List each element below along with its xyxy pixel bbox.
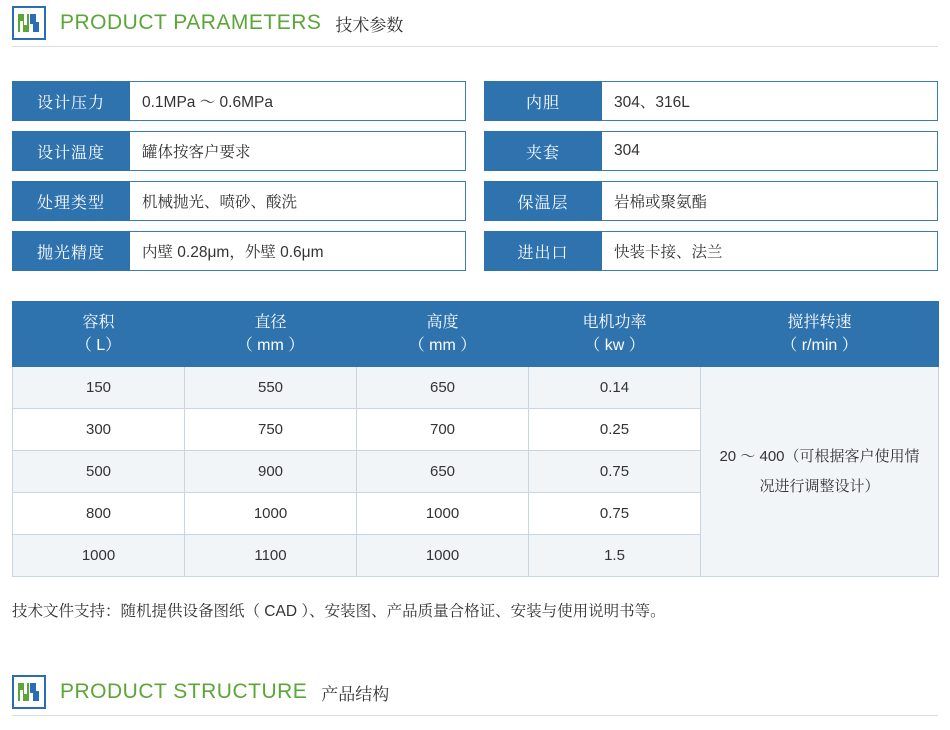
header-line-1: 高度	[426, 313, 459, 331]
spec-row	[484, 181, 938, 221]
spec-label: 抛光精度	[12, 231, 130, 271]
spec-label: 处理类型	[12, 181, 130, 221]
header-line-2: （ mm ）	[236, 337, 305, 354]
technical-documents-footnote: 技术文件支持：随机提供设备图纸（ CAD ）、安装图、产品质量合格证、安装与使用说明书等。	[12, 603, 666, 620]
header-divider	[12, 46, 938, 47]
cell-rpm-note: 20 ～ 400（可根据客户使用情况进行调整设计）	[701, 367, 939, 577]
spec-row	[484, 131, 938, 171]
header-line-1: 直径	[254, 313, 287, 331]
table-header-row	[13, 302, 939, 367]
spec-value: 内壁 0.28μm，外壁 0.6μm	[130, 231, 466, 271]
table-column-header-height	[357, 302, 529, 367]
cell-diameter: 750	[185, 409, 357, 451]
spec-row	[12, 81, 466, 121]
cell-power: 0.25	[529, 409, 701, 451]
table-row	[13, 367, 939, 409]
spec-value: 机械抛光、喷砂、酸洗	[130, 181, 466, 221]
cell-volume: 800	[13, 493, 185, 535]
table-column-header-diameter	[185, 302, 357, 367]
header-line-2: （ mm ）	[408, 337, 477, 354]
cell-volume: 1000	[13, 535, 185, 577]
cell-volume: 150	[13, 367, 185, 409]
spec-label: 保温层	[484, 181, 602, 221]
cell-volume: 500	[13, 451, 185, 493]
section-title-en: PRODUCT STRUCTURE	[60, 680, 308, 703]
cell-power: 0.14	[529, 367, 701, 409]
company-logo-icon	[12, 6, 46, 40]
spec-value: 0.1MPa ～ 0.6MPa	[130, 81, 466, 121]
cell-diameter: 1100	[185, 535, 357, 577]
spec-value: 304、316L	[602, 81, 938, 121]
spec-label: 进出口	[484, 231, 602, 271]
cell-diameter: 900	[185, 451, 357, 493]
spec-value: 岩棉或聚氨酯	[602, 181, 938, 221]
header-line-1: 搅拌转速	[787, 313, 852, 331]
cell-diameter: 550	[185, 367, 357, 409]
spec-label: 内胆	[484, 81, 602, 121]
section-header-structure	[0, 669, 950, 715]
spec-table	[12, 301, 939, 577]
header-line-2: （ r/min ）	[781, 337, 858, 354]
spec-row	[12, 181, 466, 221]
cell-diameter: 1000	[185, 493, 357, 535]
section-title-cn: 产品结构	[321, 684, 390, 704]
cell-power: 0.75	[529, 451, 701, 493]
section-spacer	[0, 621, 950, 661]
header-line-2: （ L）	[75, 337, 122, 354]
cell-height: 1000	[357, 535, 529, 577]
cell-power: 1.5	[529, 535, 701, 577]
cell-volume: 300	[13, 409, 185, 451]
cell-height: 700	[357, 409, 529, 451]
spec-row	[484, 81, 938, 121]
cell-power: 0.75	[529, 493, 701, 535]
header-line-2: （ kw ）	[584, 337, 645, 354]
cell-height: 650	[357, 451, 529, 493]
spec-column-left	[12, 81, 466, 281]
cell-height: 1000	[357, 493, 529, 535]
cell-height: 650	[357, 367, 529, 409]
spec-label: 设计温度	[12, 131, 130, 171]
spec-rows-container	[0, 81, 950, 281]
spec-label: 设计压力	[12, 81, 130, 121]
spec-row	[12, 231, 466, 271]
section-header-parameters	[0, 0, 950, 46]
spec-row	[484, 231, 938, 271]
spec-table-container	[0, 301, 950, 577]
section-title-en: PRODUCT PARAMETERS	[60, 11, 322, 34]
header-line-1: 容积	[82, 313, 115, 331]
table-column-header-volume	[13, 302, 185, 367]
table-column-header-power	[529, 302, 701, 367]
spec-label: 夹套	[484, 131, 602, 171]
table-column-header-rpm	[701, 302, 939, 367]
header-divider	[12, 715, 938, 716]
section-title-cn: 技术参数	[335, 15, 404, 35]
spec-column-right	[484, 81, 938, 281]
spec-value: 304	[602, 131, 938, 171]
spec-value: 罐体按客户要求	[130, 131, 466, 171]
spec-row	[12, 131, 466, 171]
header-line-1: 电机功率	[582, 313, 647, 331]
spec-value: 快装卡接、法兰	[602, 231, 938, 271]
company-logo-icon	[12, 675, 46, 709]
